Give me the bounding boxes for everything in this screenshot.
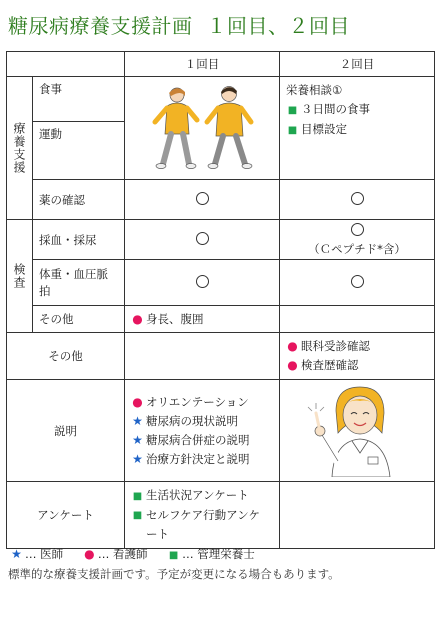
nurse-dot-icon: ● bbox=[287, 358, 298, 372]
walking-couple-image bbox=[125, 82, 280, 172]
list-item: ■ 生活状況アンケート bbox=[131, 486, 273, 506]
list-item: ● 検査歴確認 bbox=[286, 356, 428, 375]
table-row bbox=[7, 333, 435, 380]
dietitian-square-icon: ■ bbox=[287, 125, 298, 136]
row-label-meal: 食事 bbox=[33, 77, 125, 122]
dietitian-square-icon: ■ bbox=[132, 491, 143, 502]
list-item: ■ 目標設定 bbox=[286, 120, 428, 140]
dietitian-square-icon: ■ bbox=[287, 105, 298, 116]
nurse-dot-icon: ● bbox=[84, 547, 95, 561]
weight-visit2 bbox=[280, 260, 435, 306]
page-title bbox=[8, 10, 350, 39]
legend-dietitian: ■ … 管理栄養士 bbox=[168, 547, 255, 561]
row-label-medicine: 薬の確認 bbox=[33, 180, 125, 220]
list-item: ■ ３日間の食事 bbox=[286, 100, 428, 120]
survey-visit1 bbox=[125, 482, 280, 549]
nurse-illustration bbox=[280, 380, 435, 482]
exam-other-visit1: ● 身長、腹囲 bbox=[125, 306, 280, 333]
group-exam-label: 検査 bbox=[12, 263, 26, 289]
table-row bbox=[7, 77, 435, 122]
row-label-survey: アンケート bbox=[7, 482, 125, 549]
check-circle-icon bbox=[351, 275, 364, 288]
legend-nurse: ● … 看護師 bbox=[84, 547, 148, 561]
nurse-pointing-image bbox=[302, 381, 412, 477]
check-circle-icon bbox=[196, 232, 209, 245]
table-row bbox=[7, 306, 435, 333]
row-label-exercise: 運動 bbox=[33, 122, 125, 180]
title-sub: １回目、２回目 bbox=[206, 14, 350, 38]
table-row bbox=[7, 220, 435, 260]
other-visit1 bbox=[125, 333, 280, 380]
title-main: 糖尿病療養支援計画 bbox=[8, 14, 193, 38]
cpeptide-note: （Ｃペプチド*含） bbox=[308, 241, 406, 256]
table-row bbox=[7, 380, 435, 482]
blood-visit2 bbox=[280, 220, 435, 260]
footnote: 標準的な療養支援計画です。予定が変更になる場合もあります。 bbox=[8, 567, 340, 581]
legend-doctor: ★ … 医師 bbox=[11, 547, 64, 561]
list-item: ● 眼科受診確認 bbox=[286, 337, 428, 356]
table-row bbox=[7, 482, 435, 549]
check-circle-icon bbox=[351, 223, 364, 236]
walkers-illustration bbox=[125, 77, 280, 180]
plan-table bbox=[6, 51, 435, 549]
group-exam bbox=[7, 220, 33, 333]
check-circle-icon bbox=[196, 192, 209, 205]
doctor-star-icon: ★ bbox=[132, 413, 143, 428]
doctor-star-icon: ★ bbox=[132, 451, 143, 466]
blood-visit1 bbox=[125, 220, 280, 260]
exam-other-visit2 bbox=[280, 306, 435, 333]
medicine-visit1 bbox=[125, 180, 280, 220]
row-label-other: その他 bbox=[7, 333, 125, 380]
medicine-visit2 bbox=[280, 180, 435, 220]
row-label-exam-other: その他 bbox=[33, 306, 125, 333]
table-row bbox=[7, 260, 435, 306]
other-visit2 bbox=[280, 333, 435, 380]
row-label-explanation: 説明 bbox=[7, 380, 125, 482]
list-item: ★ 治療方針決定と説明 bbox=[131, 450, 273, 469]
header-visit1: １回目 bbox=[125, 52, 280, 77]
corner-cell bbox=[7, 52, 125, 77]
header-visit2: ２回目 bbox=[280, 52, 435, 77]
doctor-star-icon: ★ bbox=[132, 432, 143, 447]
group-support-label: 療養支援 bbox=[12, 122, 26, 174]
row-label-weight: 体重・血圧脈拍 bbox=[33, 260, 125, 306]
list-item: ★ 糖尿病合併症の説明 bbox=[131, 431, 273, 450]
nurse-dot-icon: ● bbox=[132, 394, 143, 409]
explanation-visit1 bbox=[125, 380, 280, 482]
nurse-dot-icon: ● bbox=[132, 312, 143, 326]
table-row bbox=[7, 180, 435, 220]
nurse-dot-icon: ● bbox=[287, 339, 298, 353]
check-circle-icon bbox=[351, 192, 364, 205]
check-circle-icon bbox=[196, 275, 209, 288]
survey-visit2 bbox=[280, 482, 435, 549]
header-row bbox=[7, 52, 435, 77]
legend bbox=[10, 546, 271, 562]
nutrition-consult-title: 栄養相談① bbox=[286, 83, 343, 97]
list-item: ● オリエンテーション bbox=[131, 393, 273, 412]
row-label-blood: 採血・採尿 bbox=[33, 220, 125, 260]
list-item: ★ 糖尿病の現状説明 bbox=[131, 412, 273, 431]
weight-visit1 bbox=[125, 260, 280, 306]
dietitian-square-icon: ■ bbox=[132, 510, 143, 521]
dietitian-square-icon: ■ bbox=[168, 550, 179, 561]
doctor-star-icon: ★ bbox=[11, 547, 22, 561]
visit2-support-cell bbox=[280, 77, 435, 180]
group-support bbox=[7, 77, 33, 220]
list-item: ■ セルフケア行動アンケート bbox=[131, 506, 273, 544]
